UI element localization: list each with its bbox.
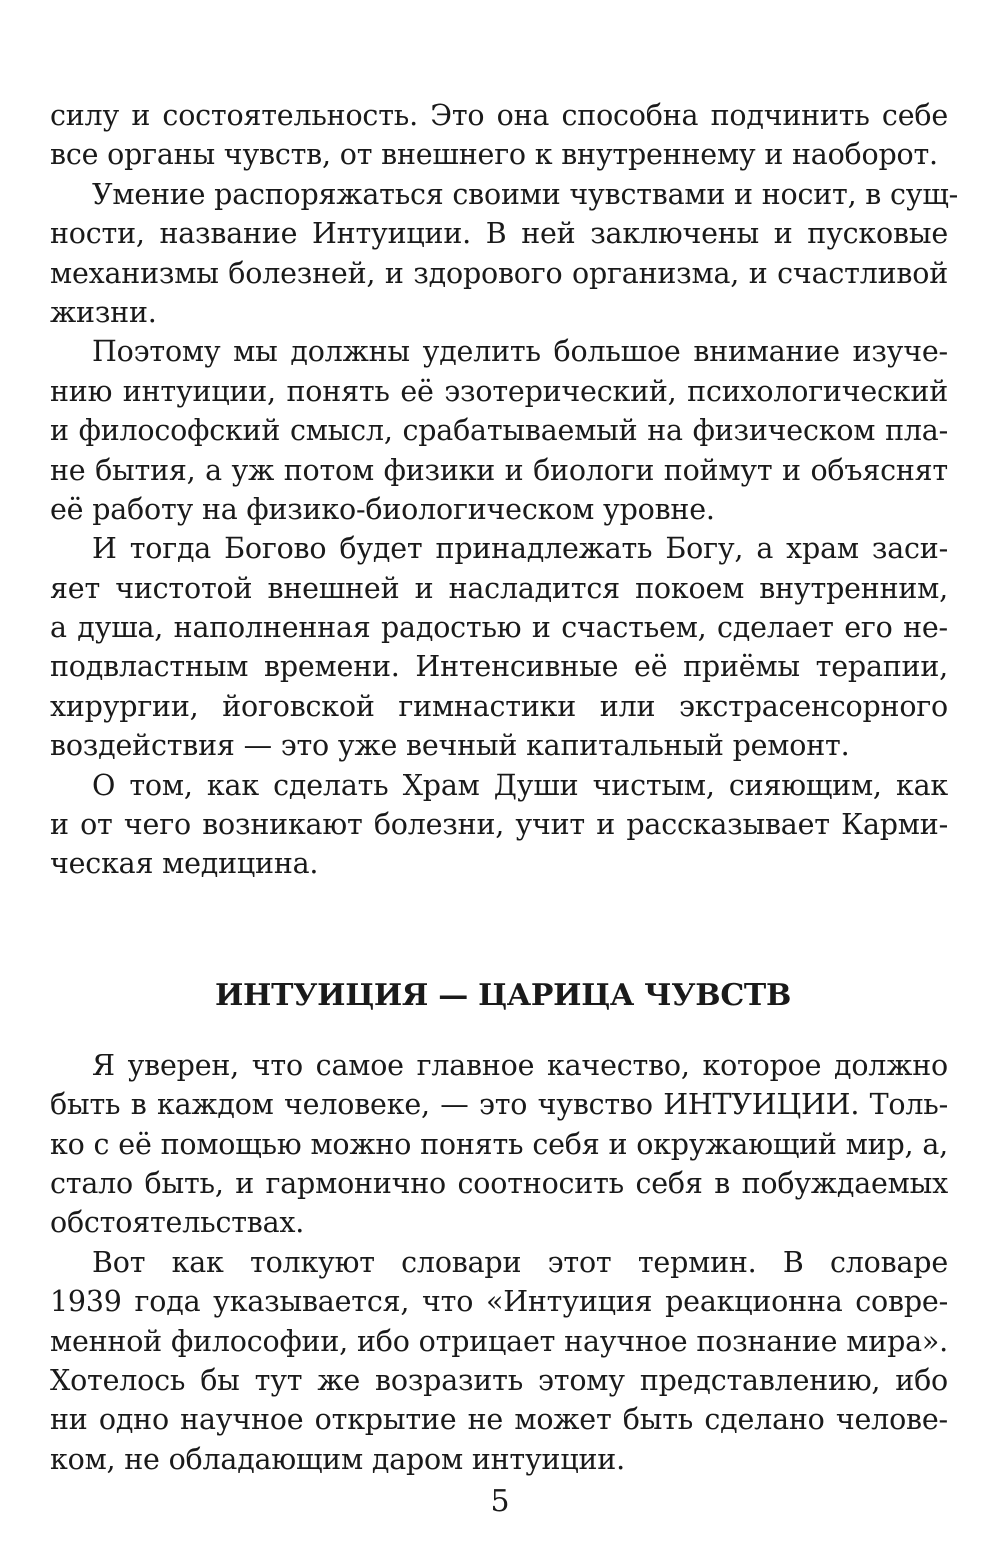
text-line: а душа, наполненная радостью и счастьем, сделает его не- bbox=[50, 611, 948, 645]
text-line: ко с её помощью можно понять себя и окружающий мир, а, bbox=[50, 1127, 948, 1161]
text-line: механизмы болезней, и здорового организма, и счастливой bbox=[50, 256, 948, 290]
text-line: ком, не обладающим даром интуиции. bbox=[50, 1442, 625, 1476]
paragraph bbox=[50, 1243, 948, 1479]
text-line: ности, название Интуиции. В ней заключены и пусковые bbox=[50, 217, 948, 251]
paragraph bbox=[50, 332, 948, 529]
text-line: Поэтому мы должны уделить большое внимание изуче- bbox=[92, 335, 948, 369]
text-line: хирургии, йоговской гимнастики или экстрасенсорного bbox=[50, 689, 948, 723]
text-line: стало быть, и гармонично соотносить себя в побуждаемых bbox=[50, 1166, 948, 1200]
text-line: менной философии, ибо отрицает научное познание мира». bbox=[50, 1324, 948, 1358]
text-line: И тогда Богово будет принадлежать Богу, а храм заси- bbox=[92, 532, 948, 566]
page-body bbox=[50, 96, 959, 1479]
text-line: яет чистотой внешней и насладится покоем внутренним, bbox=[50, 571, 948, 605]
text-line: быть в каждом человеке, — это чувство ИНТУИЦИИ. Толь- bbox=[50, 1088, 948, 1122]
text-line: жизни. bbox=[50, 295, 157, 329]
text-line: О том, как сделать Храм Души чистым, сияющим, как bbox=[92, 768, 948, 802]
paragraph bbox=[50, 1046, 948, 1243]
text-line: ни одно научное открытие не может быть сделано челове- bbox=[50, 1403, 948, 1437]
paragraph bbox=[50, 529, 948, 765]
text-line: подвластным времени. Интенсивные её приёмы терапии, bbox=[50, 650, 948, 684]
text-line: нию интуиции, понять её эзотерический, психологический bbox=[50, 374, 948, 408]
text-line: и от чего возникают болезни, учит и рассказывает Карми- bbox=[50, 808, 948, 842]
text-line: ческая медицина. bbox=[50, 847, 319, 881]
page-number: 5 bbox=[490, 1484, 510, 1519]
paragraph bbox=[50, 96, 948, 175]
text-line: Вот как толкуют словари этот термин. В словаре bbox=[92, 1245, 948, 1279]
text-line: все органы чувств, от внешнего к внутреннему и наоборот. bbox=[50, 138, 938, 172]
text-line: её работу на физико-биологическом уровне. bbox=[50, 492, 715, 526]
text-line: и философский смысл, срабатываемый на физическом пла- bbox=[50, 414, 948, 448]
text-line: Умение распоряжаться своими чувствами и носит, в сущ- bbox=[92, 177, 959, 211]
text-line: обстоятельствах. bbox=[50, 1206, 305, 1240]
paragraph bbox=[50, 175, 959, 333]
text-line: 1939 года указывается, что «Интуиция реакционна совре- bbox=[50, 1285, 948, 1319]
paragraph bbox=[50, 766, 948, 884]
text-line: силу и состоятельность. Это она способна подчинить себе bbox=[50, 99, 948, 132]
text-line: не бытия, а уж потом физики и биологи поймут и объяснят bbox=[50, 453, 948, 487]
text-line: Я уверен, что самое главное качество, которое должно bbox=[92, 1048, 948, 1082]
section-spacer bbox=[50, 884, 948, 976]
text-line: воздействия — это уже вечный капитальный ремонт. bbox=[50, 729, 850, 763]
section-heading: ИНТУИЦИЯ — ЦАРИЦА ЧУВСТВ bbox=[214, 977, 792, 1013]
text-line: Хотелось бы тут же возразить этому представлению, ибо bbox=[50, 1363, 948, 1397]
